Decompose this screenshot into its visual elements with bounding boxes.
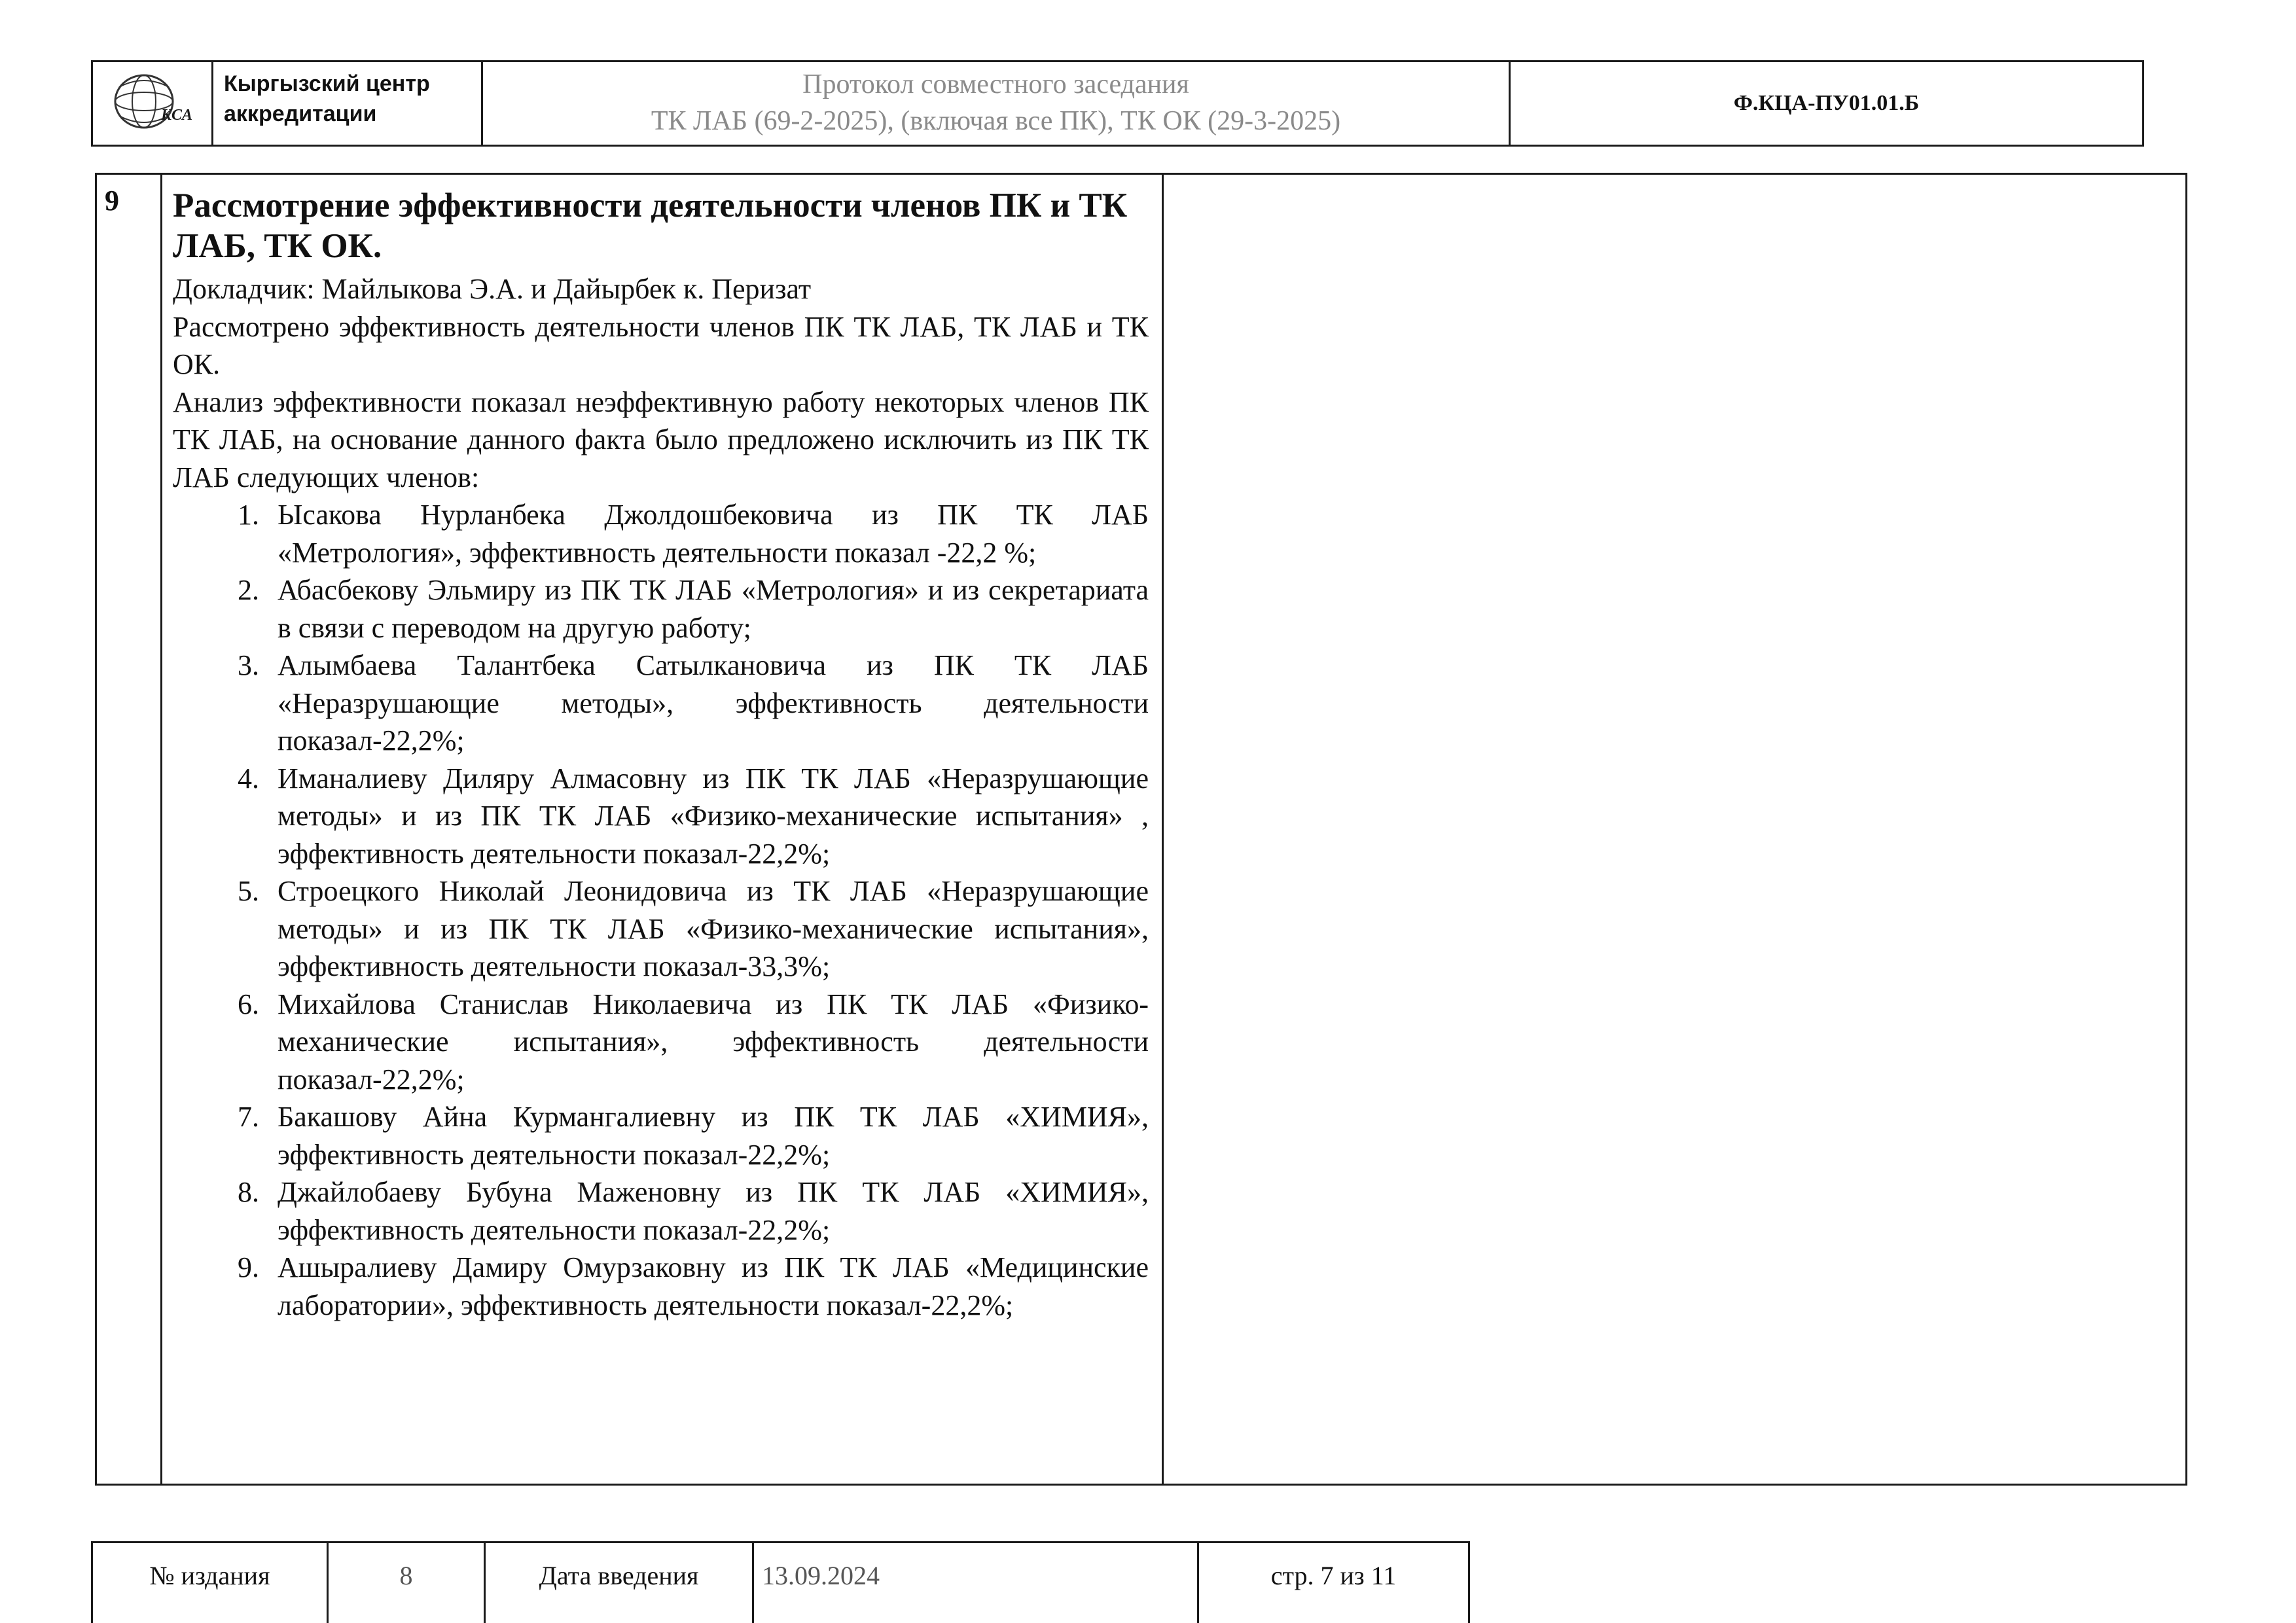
list-item-number: 4. bbox=[238, 762, 259, 794]
empty-decision-column bbox=[1164, 175, 2185, 1484]
list-item-number: 6. bbox=[238, 988, 259, 1020]
list-item bbox=[173, 760, 1149, 873]
list-item bbox=[173, 647, 1149, 760]
protocol-title-line2: ТК ЛАБ (69-2-2025), (включая все ПК), ТК ОК (29-3-2025) bbox=[651, 106, 1341, 136]
list-item-text: Алымбаева Талантбека Сатылкановича из ПК ТК ЛАБ «Неразрушающие методы», эффективность деятельности показал-22,2%; bbox=[278, 649, 1149, 757]
list-item bbox=[173, 496, 1149, 571]
protocol-title-line1: Протокол совместного заседания bbox=[802, 69, 1189, 99]
list-item bbox=[173, 1098, 1149, 1173]
document-footer bbox=[91, 1541, 1470, 1623]
date-label: Дата введения bbox=[486, 1543, 754, 1623]
paragraph-analysis: Анализ эффективности показал неэффективную работу некоторых членов ПК ТК ЛАБ, на основание данного факта было предложено исключить из ПК ТК ЛАБ следующих членов: bbox=[173, 385, 1149, 493]
agenda-table bbox=[95, 173, 2187, 1486]
globe-logo-icon bbox=[103, 67, 202, 139]
item-number: 9 bbox=[97, 175, 162, 1484]
list-item bbox=[173, 872, 1149, 986]
list-item bbox=[173, 986, 1149, 1099]
list-item-number: 7. bbox=[238, 1101, 259, 1133]
list-item-number: 5. bbox=[238, 875, 259, 907]
list-item bbox=[173, 1249, 1149, 1324]
exclusion-list bbox=[173, 496, 1149, 1324]
list-item-text: Абасбекову Эльмиру из ПК ТК ЛАБ «Метрология» и из секретариата в связи с переводом на другую работу; bbox=[278, 574, 1149, 644]
list-item-text: Джайлобаеву Бубуна Маженовну из ПК ТК ЛАБ «ХИМИЯ», эффективность деятельности показал-22,2%; bbox=[278, 1176, 1149, 1246]
edition-label: № издания bbox=[93, 1543, 329, 1623]
page-number: стр. 7 из 11 bbox=[1270, 1561, 1397, 1590]
list-item-text: Михайлова Станислав Николаевича из ПК ТК ЛАБ «Физико-механические испытания», эффективность деятельности показал-22,2%; bbox=[278, 988, 1149, 1096]
list-item-text: Бакашову Айна Курмангалиевну из ПК ТК ЛАБ «ХИМИЯ», эффективность деятельности показал-22,2%; bbox=[278, 1101, 1149, 1171]
organization-name bbox=[213, 62, 483, 145]
list-item bbox=[173, 571, 1149, 647]
list-item-text: Иманалиеву Диляру Алмасовну из ПК ТК ЛАБ «Неразрушающие методы» и из ПК ТК ЛАБ «Физико-механические испытания» , эффективность деятельности показал-22,2%; bbox=[278, 762, 1149, 870]
edition-value: 8 bbox=[329, 1543, 486, 1623]
list-item bbox=[173, 1173, 1149, 1249]
form-code: Ф.КЦА-ПУ01.01.Б bbox=[1733, 91, 1920, 115]
paragraph-reviewed: Рассмотрено эффективность деятельности членов ПК ТК ЛАБ, ТК ЛАБ и ТК ОК. bbox=[173, 310, 1149, 380]
org-name-line2: аккредитации bbox=[224, 101, 377, 126]
list-item-number: 3. bbox=[238, 649, 259, 681]
list-item-number: 8. bbox=[238, 1176, 259, 1208]
list-item-text: Строецкого Николай Леонидовича из ТК ЛАБ «Неразрушающие методы» и из ПК ТК ЛАБ «Физико-механические испытания», эффективность деятельности показал-33,3%; bbox=[278, 875, 1149, 982]
list-item-number: 2. bbox=[238, 574, 259, 606]
protocol-title bbox=[483, 62, 1511, 145]
kca-logo bbox=[93, 62, 213, 145]
logo-text: KCA bbox=[160, 107, 192, 124]
list-item-text: Ашыралиеву Дамиру Омурзаковну из ПК ТК ЛАБ «Медицинские лаборатории», эффективность деятельности показал-22,2%; bbox=[278, 1251, 1149, 1321]
speaker-line: Докладчик: Майлыкова Э.А. и Дайырбек к. Перизат bbox=[173, 273, 812, 305]
list-item-text: Ысакова Нурланбека Джолдошбековича из ПК ТК ЛАБ «Метрология», эффективность деятельности показал -22,2 %; bbox=[278, 499, 1149, 569]
list-item-number: 9. bbox=[238, 1251, 259, 1283]
section-title: Рассмотрение эффективности деятельности членов ПК и ТК ЛАБ, ТК ОК. bbox=[173, 187, 1128, 265]
list-item-number: 1. bbox=[238, 499, 259, 531]
item-content bbox=[162, 175, 1164, 1484]
org-name-line1: Кыргызский центр bbox=[224, 71, 430, 96]
date-value: 13.09.2024 bbox=[754, 1543, 1199, 1623]
document-header bbox=[91, 60, 2144, 147]
